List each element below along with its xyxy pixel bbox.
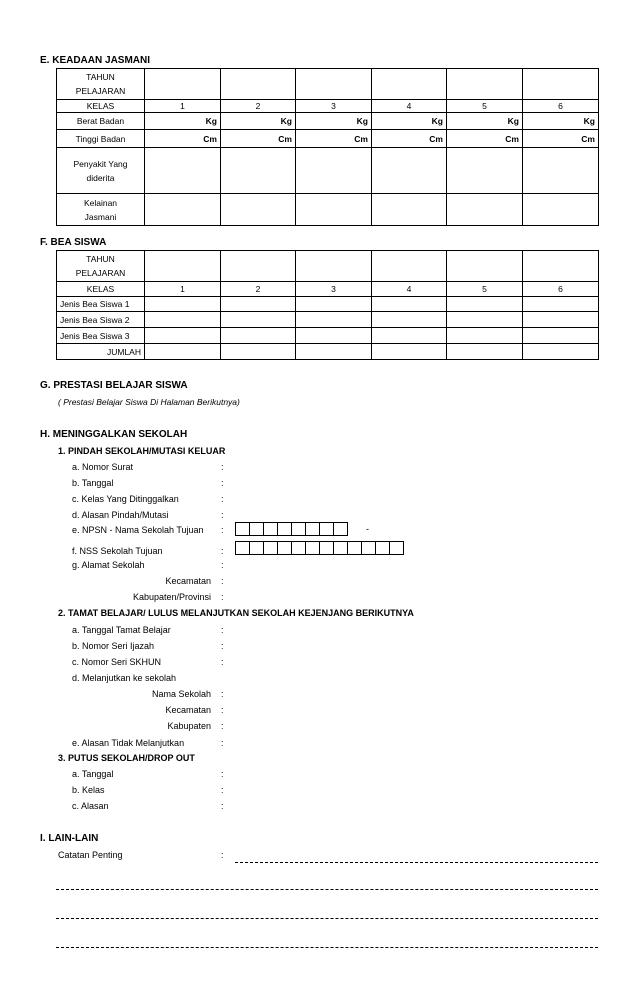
disease-cell[interactable] [145, 148, 221, 194]
tanggal-label: b. Tanggal [72, 478, 114, 488]
section-f-title: F. BEA SISWA [40, 237, 107, 248]
alamat-sekolah-label: g. Alamat Sekolah [72, 560, 145, 570]
weight-unit[interactable]: Kg [372, 113, 447, 130]
kecamatan-label: Kecamatan [165, 705, 211, 715]
nomor-skhun-label: c. Nomor Seri SKHUN [72, 657, 162, 667]
scholarship-cell[interactable] [447, 312, 523, 328]
colon: : [221, 641, 224, 651]
sub2-title: 2. TAMAT BELAJAR/ LULUS MELANJUTKAN SEKOLAH KEJENJANG BERIKUTNYA [58, 608, 414, 618]
abnormality-cell[interactable] [447, 194, 523, 226]
abnormality-cell[interactable] [221, 194, 296, 226]
height-unit[interactable]: Cm [447, 130, 523, 148]
disease-cell[interactable] [372, 148, 447, 194]
notes-line[interactable] [235, 862, 598, 863]
class-number: 4 [372, 100, 447, 113]
scholarship-row-label: Jenis Bea Siswa 2 [57, 312, 145, 328]
notes-line[interactable] [56, 889, 598, 890]
abnormality-cell[interactable] [145, 194, 221, 226]
disease-cell[interactable] [447, 148, 523, 194]
nomor-surat-label: a. Nomor Surat [72, 462, 134, 472]
kelas-label: b. Kelas [72, 785, 105, 795]
class-number: 2 [221, 100, 296, 113]
weight-unit[interactable]: Kg [221, 113, 296, 130]
disease-cell[interactable] [221, 148, 296, 194]
alasan-label: c. Alasan [72, 801, 109, 811]
npsn-input-boxes[interactable] [235, 522, 348, 536]
year-cell[interactable] [296, 69, 372, 100]
colon: : [221, 850, 224, 860]
section-h-title: H. MENINGGALKAN SEKOLAH [40, 429, 188, 440]
colon: : [221, 705, 224, 715]
class-number: 6 [523, 282, 599, 297]
scholarship-cell[interactable] [145, 297, 221, 312]
colon: : [221, 625, 224, 635]
scholarship-cell[interactable] [145, 312, 221, 328]
year-cell[interactable] [145, 69, 221, 100]
disease-cell[interactable] [296, 148, 372, 194]
scholarship-cell[interactable] [221, 312, 296, 328]
total-cell[interactable] [221, 344, 296, 360]
scholarship-row-label: Jenis Bea Siswa 1 [57, 297, 145, 312]
weight-unit[interactable]: Kg [523, 113, 599, 130]
scholarship-cell[interactable] [523, 312, 599, 328]
year-cell[interactable] [523, 69, 599, 100]
height-unit[interactable]: Cm [523, 130, 599, 148]
melanjutkan-label: d. Melanjutkan ke sekolah [72, 673, 177, 683]
class-number: 5 [447, 100, 523, 113]
berat-badan-label: Berat Badan [57, 113, 145, 130]
physical-condition-table [56, 68, 599, 226]
colon: : [221, 721, 224, 731]
year-cell[interactable] [296, 251, 372, 282]
class-number: 5 [447, 282, 523, 297]
scholarship-cell[interactable] [523, 297, 599, 312]
class-number: 4 [372, 282, 447, 297]
section-g-note: ( Prestasi Belajar Siswa Di Halaman Berikutnya) [58, 397, 240, 407]
scholarship-cell[interactable] [221, 328, 296, 344]
kelainan-label: Kelainan Jasmani [57, 194, 145, 226]
total-cell[interactable] [523, 344, 599, 360]
sub1-title: 1. PINDAH SEKOLAH/MUTASI KELUAR [58, 446, 226, 456]
abnormality-cell[interactable] [372, 194, 447, 226]
class-number: 1 [145, 282, 221, 297]
npsn-separator: - [366, 524, 369, 534]
colon: : [221, 785, 224, 795]
year-cell[interactable] [221, 69, 296, 100]
tahun-pelajaran-header: TAHUN PELAJARAN [57, 69, 145, 100]
colon: : [221, 592, 224, 602]
alasan-pindah-label: d. Alasan Pindah/Mutasi [72, 510, 169, 520]
height-unit[interactable]: Cm [296, 130, 372, 148]
scholarship-cell[interactable] [296, 312, 372, 328]
tanggal-tamat-label: a. Tanggal Tamat Belajar [72, 625, 171, 635]
class-number: 3 [296, 282, 372, 297]
total-cell[interactable] [447, 344, 523, 360]
section-e-title: E. KEADAAN JASMANI [40, 55, 151, 66]
class-number: 2 [221, 282, 296, 297]
disease-cell[interactable] [523, 148, 599, 194]
scholarship-cell[interactable] [296, 328, 372, 344]
jumlah-label: JUMLAH [57, 344, 145, 360]
kabupaten-label: Kabupaten [167, 721, 211, 731]
nomor-ijazah-label: b. Nomor Seri Ijazah [72, 641, 155, 651]
kabupaten-provinsi-label: Kabupaten/Provinsi [132, 592, 211, 602]
notes-line[interactable] [56, 947, 598, 948]
abnormality-cell[interactable] [523, 194, 599, 226]
sub3-title: 3. PUTUS SEKOLAH/DROP OUT [58, 753, 195, 763]
abnormality-cell[interactable] [296, 194, 372, 226]
section-i-title: I. LAIN-LAIN [40, 833, 99, 844]
colon: : [221, 546, 224, 556]
npsn-label: e. NPSN - Nama Sekolah Tujuan [72, 525, 204, 535]
scholarship-cell[interactable] [296, 297, 372, 312]
scholarship-row-label: Jenis Bea Siswa 3 [57, 328, 145, 344]
year-cell[interactable] [372, 251, 447, 282]
catatan-penting-label: Catatan Penting [58, 850, 123, 860]
weight-unit[interactable]: Kg [447, 113, 523, 130]
weight-unit[interactable]: Kg [296, 113, 372, 130]
scholarship-cell[interactable] [523, 328, 599, 344]
alasan-tidak-melanjutkan-label: e. Alasan Tidak Melanjutkan [72, 738, 185, 748]
year-cell[interactable] [145, 251, 221, 282]
colon: : [221, 494, 224, 504]
colon: : [221, 689, 224, 699]
nss-input-boxes[interactable] [235, 541, 404, 555]
penyakit-label: Penyakit Yang diderita [57, 148, 145, 194]
tanggal-label: a. Tanggal [72, 769, 114, 779]
height-unit[interactable]: Cm [221, 130, 296, 148]
tinggi-badan-label: Tinggi Badan [57, 130, 145, 148]
scholarship-cell[interactable] [447, 297, 523, 312]
scholarship-cell[interactable] [221, 297, 296, 312]
colon: : [221, 525, 224, 535]
scholarship-cell[interactable] [372, 312, 447, 328]
colon: : [221, 462, 224, 472]
colon: : [221, 576, 224, 586]
scholarship-cell[interactable] [447, 328, 523, 344]
colon: : [221, 560, 224, 570]
year-cell[interactable] [447, 69, 523, 100]
scholarship-table [56, 250, 599, 360]
colon: : [221, 657, 224, 667]
year-cell[interactable] [523, 251, 599, 282]
year-cell[interactable] [447, 251, 523, 282]
total-cell[interactable] [145, 344, 221, 360]
scholarship-cell[interactable] [372, 328, 447, 344]
class-number: 6 [523, 100, 599, 113]
year-cell[interactable] [372, 69, 447, 100]
scholarship-cell[interactable] [372, 297, 447, 312]
height-unit[interactable]: Cm [145, 130, 221, 148]
nama-sekolah-label: Nama Sekolah [151, 689, 211, 699]
tahun-pelajaran-header: TAHUN PELAJARAN [57, 251, 145, 282]
kecamatan-label: Kecamatan [165, 576, 211, 586]
colon: : [221, 478, 224, 488]
class-number: 1 [145, 100, 221, 113]
colon: : [221, 801, 224, 811]
total-cell[interactable] [372, 344, 447, 360]
colon: : [221, 510, 224, 520]
class-number: 3 [296, 100, 372, 113]
colon: : [221, 769, 224, 779]
notes-line[interactable] [56, 918, 598, 919]
height-unit[interactable]: Cm [372, 130, 447, 148]
year-cell[interactable] [221, 251, 296, 282]
scholarship-cell[interactable] [145, 328, 221, 344]
weight-unit[interactable]: Kg [145, 113, 221, 130]
colon: : [221, 738, 224, 748]
kelas-header: KELAS [57, 100, 145, 113]
section-g-title: G. PRESTASI BELAJAR SISWA [40, 380, 188, 391]
kelas-ditinggalkan-label: c. Kelas Yang Ditinggalkan [72, 494, 179, 504]
total-cell[interactable] [296, 344, 372, 360]
kelas-header: KELAS [57, 282, 145, 297]
nss-label: f. NSS Sekolah Tujuan [72, 546, 163, 556]
